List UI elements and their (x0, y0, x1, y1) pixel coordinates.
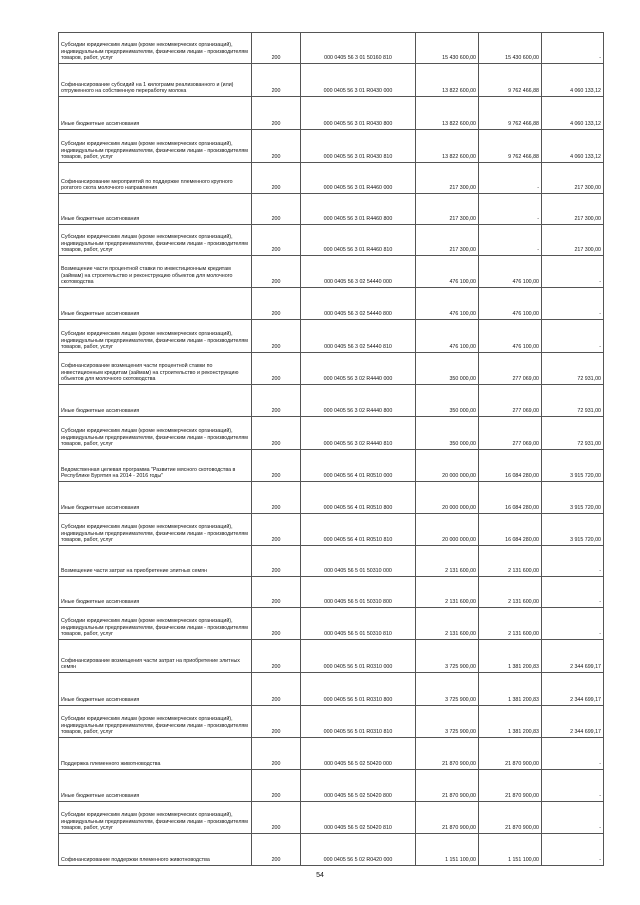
row-kbk-code: 000 0405 56 3 01 R4460 800 (301, 194, 416, 225)
row-approved-amount: 350 000,00 (416, 353, 479, 385)
table-row (59, 97, 604, 130)
row-kbk-code: 000 0405 56 5 01 R0310 810 (301, 706, 416, 738)
row-approved-amount: 476 100,00 (416, 256, 479, 288)
row-name: Иные бюджетные ассигнования (59, 482, 252, 514)
table-row (59, 577, 604, 608)
row-unexecuted-amount: 2 344 699,17 (542, 706, 604, 738)
row-kbk-code: 000 0405 56 3 02 54440 800 (301, 288, 416, 320)
row-unexecuted-amount: - (542, 320, 604, 353)
row-unexecuted-amount: 4 060 133,12 (542, 97, 604, 130)
row-code: 200 (252, 640, 301, 673)
table-row (59, 130, 604, 163)
row-unexecuted-amount: - (542, 256, 604, 288)
row-unexecuted-amount: 3 915 720,00 (542, 482, 604, 514)
row-name: Софинансирование возмещения части процентной ставки по инвестиционным кредитам (займам) на строительство и реконструкцию объектов для молочного скотоводства (59, 353, 252, 385)
row-name: Иные бюджетные ассигнования (59, 97, 252, 130)
row-approved-amount: 21 870 900,00 (416, 738, 479, 770)
row-unexecuted-amount: 3 915 720,00 (542, 450, 604, 482)
row-kbk-code: 000 0405 56 5 02 50420 000 (301, 738, 416, 770)
row-name: Субсидии юридическим лицам (кроме некоммерческих организаций), индивидуальным предпринимателям, физическим лицам - производителям товаров, работ, услуг (59, 417, 252, 450)
row-executed-amount: 15 430 600,00 (479, 33, 542, 64)
row-name: Субсидии юридическим лицам (кроме некоммерческих организаций), индивидуальным предпринимателям, физическим лицам - производителям товаров, работ, услуг (59, 514, 252, 546)
row-name: Софинансирование возмещения части затрат на приобретение элитных семян (59, 640, 252, 673)
row-executed-amount: 2 131 600,00 (479, 608, 542, 640)
table-row (59, 225, 604, 256)
row-executed-amount: 277 069,00 (479, 417, 542, 450)
row-approved-amount: 20 000 000,00 (416, 482, 479, 514)
row-kbk-code: 000 0405 56 4 01 R0510 000 (301, 450, 416, 482)
table-row (59, 546, 604, 577)
row-executed-amount: 21 870 900,00 (479, 738, 542, 770)
row-name: Иные бюджетные ассигнования (59, 385, 252, 417)
budget-table (58, 32, 604, 866)
table-row (59, 353, 604, 385)
row-unexecuted-amount: - (542, 577, 604, 608)
row-kbk-code: 000 0405 56 4 01 R0510 810 (301, 514, 416, 546)
row-approved-amount: 13 822 600,00 (416, 64, 479, 97)
row-executed-amount: 21 870 900,00 (479, 802, 542, 834)
row-kbk-code: 000 0405 56 5 01 R0310 800 (301, 673, 416, 706)
table-row (59, 33, 604, 64)
table-body (59, 33, 604, 866)
row-code: 200 (252, 163, 301, 194)
row-name: Иные бюджетные ассигнования (59, 288, 252, 320)
table-row (59, 450, 604, 482)
table-row (59, 482, 604, 514)
row-executed-amount: - (479, 163, 542, 194)
row-code: 200 (252, 514, 301, 546)
row-approved-amount: 20 000 000,00 (416, 514, 479, 546)
row-executed-amount: 9 762 466,88 (479, 130, 542, 163)
row-approved-amount: 217 300,00 (416, 194, 479, 225)
table-row (59, 256, 604, 288)
row-code: 200 (252, 33, 301, 64)
row-approved-amount: 217 300,00 (416, 163, 479, 194)
row-name: Софинансирование поддержки племенного животноводства (59, 834, 252, 866)
row-approved-amount: 217 300,00 (416, 225, 479, 256)
row-unexecuted-amount: 2 344 699,17 (542, 673, 604, 706)
row-kbk-code: 000 0405 56 3 02 R4440 000 (301, 353, 416, 385)
row-unexecuted-amount: 72 931,00 (542, 385, 604, 417)
row-executed-amount: 9 762 466,88 (479, 97, 542, 130)
row-code: 200 (252, 194, 301, 225)
row-executed-amount: 2 131 600,00 (479, 577, 542, 608)
row-unexecuted-amount: - (542, 770, 604, 802)
row-name: Софинансирование субсидий на 1 килограмм реализованного и (или) отгруженного на собственную переработку молока (59, 64, 252, 97)
row-executed-amount: 277 069,00 (479, 353, 542, 385)
row-approved-amount: 2 131 600,00 (416, 608, 479, 640)
row-approved-amount: 350 000,00 (416, 417, 479, 450)
row-code: 200 (252, 673, 301, 706)
row-code: 200 (252, 225, 301, 256)
table-row (59, 770, 604, 802)
row-executed-amount: 16 084 280,00 (479, 514, 542, 546)
row-kbk-code: 000 0405 56 3 02 R4440 800 (301, 385, 416, 417)
row-name: Субсидии юридическим лицам (кроме некоммерческих организаций), индивидуальным предпринимателям, физическим лицам - производителям товаров, работ, услуг (59, 608, 252, 640)
row-name: Иные бюджетные ассигнования (59, 673, 252, 706)
row-executed-amount: 1 381 200,83 (479, 640, 542, 673)
row-kbk-code: 000 0405 56 5 01 50310 800 (301, 577, 416, 608)
table-row (59, 640, 604, 673)
row-code: 200 (252, 706, 301, 738)
row-code: 200 (252, 417, 301, 450)
row-unexecuted-amount: - (542, 738, 604, 770)
row-kbk-code: 000 0405 56 5 02 50420 810 (301, 802, 416, 834)
table-row (59, 608, 604, 640)
row-approved-amount: 476 100,00 (416, 320, 479, 353)
row-code: 200 (252, 353, 301, 385)
row-unexecuted-amount: 217 300,00 (542, 163, 604, 194)
table-row (59, 706, 604, 738)
row-approved-amount: 13 822 600,00 (416, 97, 479, 130)
table-row (59, 514, 604, 546)
table-row (59, 288, 604, 320)
row-approved-amount: 3 725 900,00 (416, 640, 479, 673)
row-executed-amount: 9 762 466,88 (479, 64, 542, 97)
row-name: Субсидии юридическим лицам (кроме некоммерческих организаций), индивидуальным предпринимателям, физическим лицам - производителям товаров, работ, услуг (59, 320, 252, 353)
row-executed-amount: 1 381 200,83 (479, 673, 542, 706)
row-approved-amount: 3 725 900,00 (416, 673, 479, 706)
row-approved-amount: 2 131 600,00 (416, 577, 479, 608)
table-row (59, 163, 604, 194)
row-approved-amount: 2 131 600,00 (416, 546, 479, 577)
row-code: 200 (252, 450, 301, 482)
row-unexecuted-amount: 4 060 133,12 (542, 130, 604, 163)
row-kbk-code: 000 0405 56 3 01 50160 810 (301, 33, 416, 64)
row-unexecuted-amount: - (542, 288, 604, 320)
row-executed-amount: 16 084 280,00 (479, 450, 542, 482)
row-name: Субсидии юридическим лицам (кроме некоммерческих организаций), индивидуальным предпринимателям, физическим лицам - производителям товаров, работ, услуг (59, 225, 252, 256)
table-row (59, 834, 604, 866)
row-name: Иные бюджетные ассигнования (59, 770, 252, 802)
row-executed-amount: 2 131 600,00 (479, 546, 542, 577)
table-row (59, 738, 604, 770)
row-code: 200 (252, 97, 301, 130)
row-code: 200 (252, 834, 301, 866)
row-unexecuted-amount: - (542, 608, 604, 640)
row-approved-amount: 21 870 900,00 (416, 802, 479, 834)
row-executed-amount: - (479, 194, 542, 225)
row-approved-amount: 20 000 000,00 (416, 450, 479, 482)
row-kbk-code: 000 0405 56 3 01 R4460 000 (301, 163, 416, 194)
table-row (59, 320, 604, 353)
row-code: 200 (252, 256, 301, 288)
row-kbk-code: 000 0405 56 3 01 R0430 810 (301, 130, 416, 163)
row-executed-amount: 476 100,00 (479, 320, 542, 353)
row-code: 200 (252, 320, 301, 353)
row-kbk-code: 000 0405 56 5 02 50420 800 (301, 770, 416, 802)
row-approved-amount: 476 100,00 (416, 288, 479, 320)
row-unexecuted-amount: 217 300,00 (542, 225, 604, 256)
row-name: Возмещение части затрат на приобретение элитных семян (59, 546, 252, 577)
row-unexecuted-amount: 4 060 133,12 (542, 64, 604, 97)
row-code: 200 (252, 288, 301, 320)
row-code: 200 (252, 546, 301, 577)
row-executed-amount: 476 100,00 (479, 256, 542, 288)
row-kbk-code: 000 0405 56 3 01 R0430 000 (301, 64, 416, 97)
row-name: Иные бюджетные ассигнования (59, 194, 252, 225)
table-row (59, 64, 604, 97)
row-approved-amount: 3 725 900,00 (416, 706, 479, 738)
row-unexecuted-amount: 2 344 699,17 (542, 640, 604, 673)
row-approved-amount: 13 822 600,00 (416, 130, 479, 163)
row-executed-amount: 1 151 100,00 (479, 834, 542, 866)
row-unexecuted-amount: - (542, 802, 604, 834)
row-unexecuted-amount: 72 931,00 (542, 417, 604, 450)
row-code: 200 (252, 482, 301, 514)
row-kbk-code: 000 0405 56 3 02 54440 000 (301, 256, 416, 288)
row-name: Субсидии юридическим лицам (кроме некоммерческих организаций), индивидуальным предпринимателям, физическим лицам - производителям товаров, работ, услуг (59, 706, 252, 738)
row-name: Поддержка племенного животноводства (59, 738, 252, 770)
row-unexecuted-amount: - (542, 546, 604, 577)
row-approved-amount: 350 000,00 (416, 385, 479, 417)
row-unexecuted-amount: - (542, 834, 604, 866)
row-code: 200 (252, 802, 301, 834)
row-executed-amount: 476 100,00 (479, 288, 542, 320)
row-code: 200 (252, 608, 301, 640)
row-code: 200 (252, 738, 301, 770)
row-unexecuted-amount: 72 931,00 (542, 353, 604, 385)
row-kbk-code: 000 0405 56 5 01 50310 000 (301, 546, 416, 577)
row-approved-amount: 1 151 100,00 (416, 834, 479, 866)
row-name: Софинансирование мероприятий по поддержке племенного крупного рогатого скота молочного направления (59, 163, 252, 194)
row-executed-amount: 21 870 900,00 (479, 770, 542, 802)
row-unexecuted-amount: 217 300,00 (542, 194, 604, 225)
row-name: Ведомственная целевая программа "Развитие мясного скотоводства в Республике Бурятия на 2014 - 2016 годы" (59, 450, 252, 482)
row-code: 200 (252, 770, 301, 802)
row-name: Иные бюджетные ассигнования (59, 577, 252, 608)
row-code: 200 (252, 577, 301, 608)
table-row (59, 673, 604, 706)
row-kbk-code: 000 0405 56 3 01 R4460 810 (301, 225, 416, 256)
row-name: Субсидии юридическим лицам (кроме некоммерческих организаций), индивидуальным предпринимателям, физическим лицам - производителям товаров, работ, услуг (59, 33, 252, 64)
row-unexecuted-amount: - (542, 33, 604, 64)
row-name: Возмещение части процентной ставки по инвестиционным кредитам (займам) на строительство и реконструкцию объектов для молочного скотоводства (59, 256, 252, 288)
row-name: Субсидии юридическим лицам (кроме некоммерческих организаций), индивидуальным предпринимателям, физическим лицам - производителям товаров, работ, услуг (59, 130, 252, 163)
row-kbk-code: 000 0405 56 5 01 R0310 000 (301, 640, 416, 673)
row-executed-amount: - (479, 225, 542, 256)
row-approved-amount: 15 430 600,00 (416, 33, 479, 64)
table-row (59, 802, 604, 834)
table-row (59, 385, 604, 417)
row-executed-amount: 16 084 280,00 (479, 482, 542, 514)
row-code: 200 (252, 64, 301, 97)
row-code: 200 (252, 385, 301, 417)
row-kbk-code: 000 0405 56 3 02 54440 810 (301, 320, 416, 353)
row-name: Субсидии юридическим лицам (кроме некоммерческих организаций), индивидуальным предпринимателям, физическим лицам - производителям товаров, работ, услуг (59, 802, 252, 834)
row-kbk-code: 000 0405 56 5 01 50310 810 (301, 608, 416, 640)
row-unexecuted-amount: 3 915 720,00 (542, 514, 604, 546)
table-row (59, 417, 604, 450)
table-row (59, 194, 604, 225)
row-code: 200 (252, 130, 301, 163)
row-kbk-code: 000 0405 56 3 02 R4440 810 (301, 417, 416, 450)
row-kbk-code: 000 0405 56 4 01 R0510 800 (301, 482, 416, 514)
row-executed-amount: 277 069,00 (479, 385, 542, 417)
row-kbk-code: 000 0405 56 5 02 R0420 000 (301, 834, 416, 866)
page-number: 54 (316, 872, 324, 879)
row-executed-amount: 1 381 200,83 (479, 706, 542, 738)
row-kbk-code: 000 0405 56 3 01 R0430 800 (301, 97, 416, 130)
row-approved-amount: 21 870 900,00 (416, 770, 479, 802)
